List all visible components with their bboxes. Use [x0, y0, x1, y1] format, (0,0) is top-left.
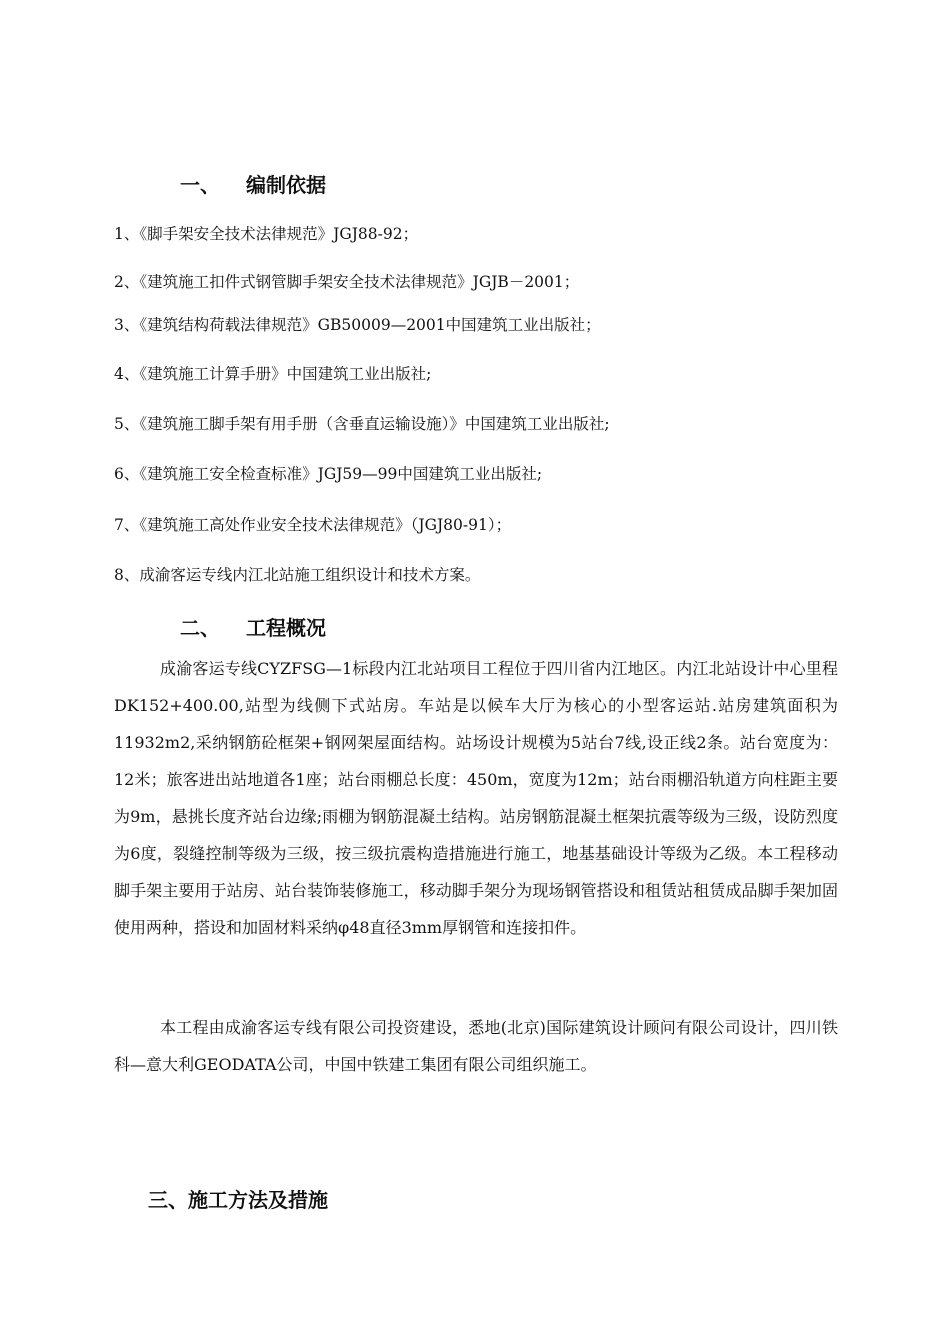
- section2-title: 工程概况: [246, 616, 326, 640]
- section2-heading: [180, 612, 326, 641]
- project-parties-paragraph: 本工程由成渝客运专线有限公司投资建设，悉地(北京)国际建筑设计顾问有限公司设计，四川铁科—意大利GEODATA公司，中国中铁建工集团有限公司组织施工。: [114, 1018, 838, 1074]
- section1-heading: [180, 169, 326, 198]
- section1-title: 编制依据: [246, 173, 326, 197]
- reference-item-7: 7、《建筑施工高处作业安全技术法律规范》（JGJ80-91）；: [114, 516, 512, 534]
- section2-number: 二、: [180, 616, 220, 640]
- reference-item-4: 4、《建筑施工计算手册》中国建筑工业出版社;: [114, 365, 432, 383]
- section1-number: 一、: [180, 173, 220, 197]
- reference-item-3: 3、《建筑结构荷载法律规范》GB50009—2001中国建筑工业出版社；: [114, 316, 601, 334]
- section3-heading: 三、施工方法及措施: [148, 1188, 328, 1212]
- reference-item-8: 8、成渝客运专线内江北站施工组织设计和技术方案。: [114, 566, 481, 584]
- project-overview-paragraph: 成渝客运专线CYZFSG—1标段内江北站项目工程位于四川省内江地区。内江北站设计中心里程DK152+400.00,站型为线侧下式站房。车站是以候车大厅为核心的小型客运站.站房建筑面积为11932m2,采纳钢筋砼框架+钢网架屋面结构。站场设计规模为5站台7线,设正线2条。站台宽度为：12米；旅客进出站地道各1座；站台雨棚总长度：450m，宽度为12m；站台雨棚沿轨道方向柱距主要为9m，悬挑长度齐站台边缘;雨棚为钢筋混凝土结构。站房钢筋混凝土框架抗震等级为三级，设防烈度为6度，裂缝控制等级为三级，按三级抗震构造措施进行施工，地基基础设计等级为乙级。本工程移动脚手架主要用于站房、站台装饰装修施工，移动脚手架分为现场钢管搭设和租赁站租赁成品脚手架加固使用两种，搭设和加固材料采纳φ48直径3mm厚钢管和连接扣件。: [114, 659, 838, 937]
- reference-item-5: 5、《建筑施工脚手架有用手册（含垂直运输设施）》中国建筑工业出版社;: [114, 415, 610, 433]
- reference-item-2: 2、《建筑施工扣件式钢管脚手架安全技术法律规范》JGJB－2001；: [114, 273, 580, 291]
- reference-item-6: 6、《建筑施工安全检查标准》JGJ59—99中国建筑工业出版社;: [114, 465, 543, 483]
- reference-item-1: 1、《脚手架安全技术法律规范》JGJ88-92；: [114, 225, 419, 243]
